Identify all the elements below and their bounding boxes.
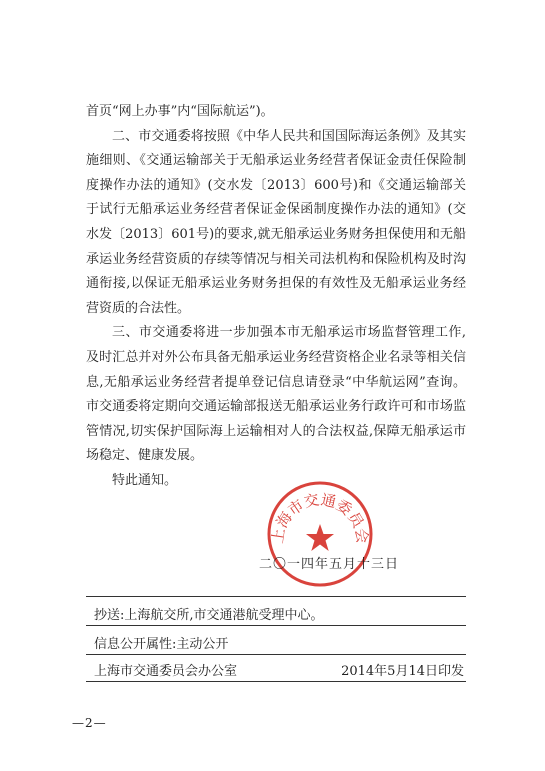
issuer-name: 上海市交通委员会办公室 [94, 664, 238, 679]
seal-star-icon [306, 524, 334, 551]
paragraph-closing: 特此通知。 [112, 472, 178, 488]
footer-divider-bottom [86, 681, 466, 682]
paragraph-continuation: 首页“网上办事”内“国际航运”)。 [86, 104, 274, 119]
paragraph-two: 二、市交通委将按照《中华人民共和国国际海运条例》及其实施细则、《交通运输部关于无船承运业务经营者保证金责任保险制度操作办法的通知》(交水发〔2013〕600号)和《交通运输部关于试行无船承运业务经营者保证金保函制度操作办法的通知》(交水发〔2013〕601号)的要求,就无船承运业务财务担保使用和无船承运业务经营资质的存续等情况与相关司法机构和保险机构及时沟通衔接,以保证无船承运业务财务担保的有效性及无船承运业务经营资质的合法性。 [86, 128, 466, 316]
issue-date: 二〇一四年五月十三日 [259, 557, 400, 572]
disclosure-line: 信息公开属性:主动公开 [94, 637, 229, 652]
page-number: —2— [72, 716, 107, 730]
footer-divider-top [86, 596, 466, 597]
paragraph-three: 三、市交通委将进一步加强本市无船承运市场监督管理工作,及时汇总并对外公布具备无船承运业务经营资格企业名录等相关信息,无船承运业务经营者提单登记信息请登录“中华航运网”查询。市交通委将定期向交通运输部报送无船承运业务行政许可和市场监管情况,切实保护国际海上运输相对人的合法权益,保障无船承运市场稳定、健康发展。 [86, 325, 466, 464]
cc-line: 抄送:上海航交所,市交通港航受理中心。 [94, 608, 324, 623]
issuer-line [94, 660, 464, 679]
footer-divider-3 [86, 654, 466, 655]
print-date: 2014年5月14日印发 [341, 664, 464, 679]
footer-divider-2 [86, 625, 466, 626]
document-body [86, 100, 466, 494]
seal-text: 上海市交通委员会 [268, 490, 372, 545]
